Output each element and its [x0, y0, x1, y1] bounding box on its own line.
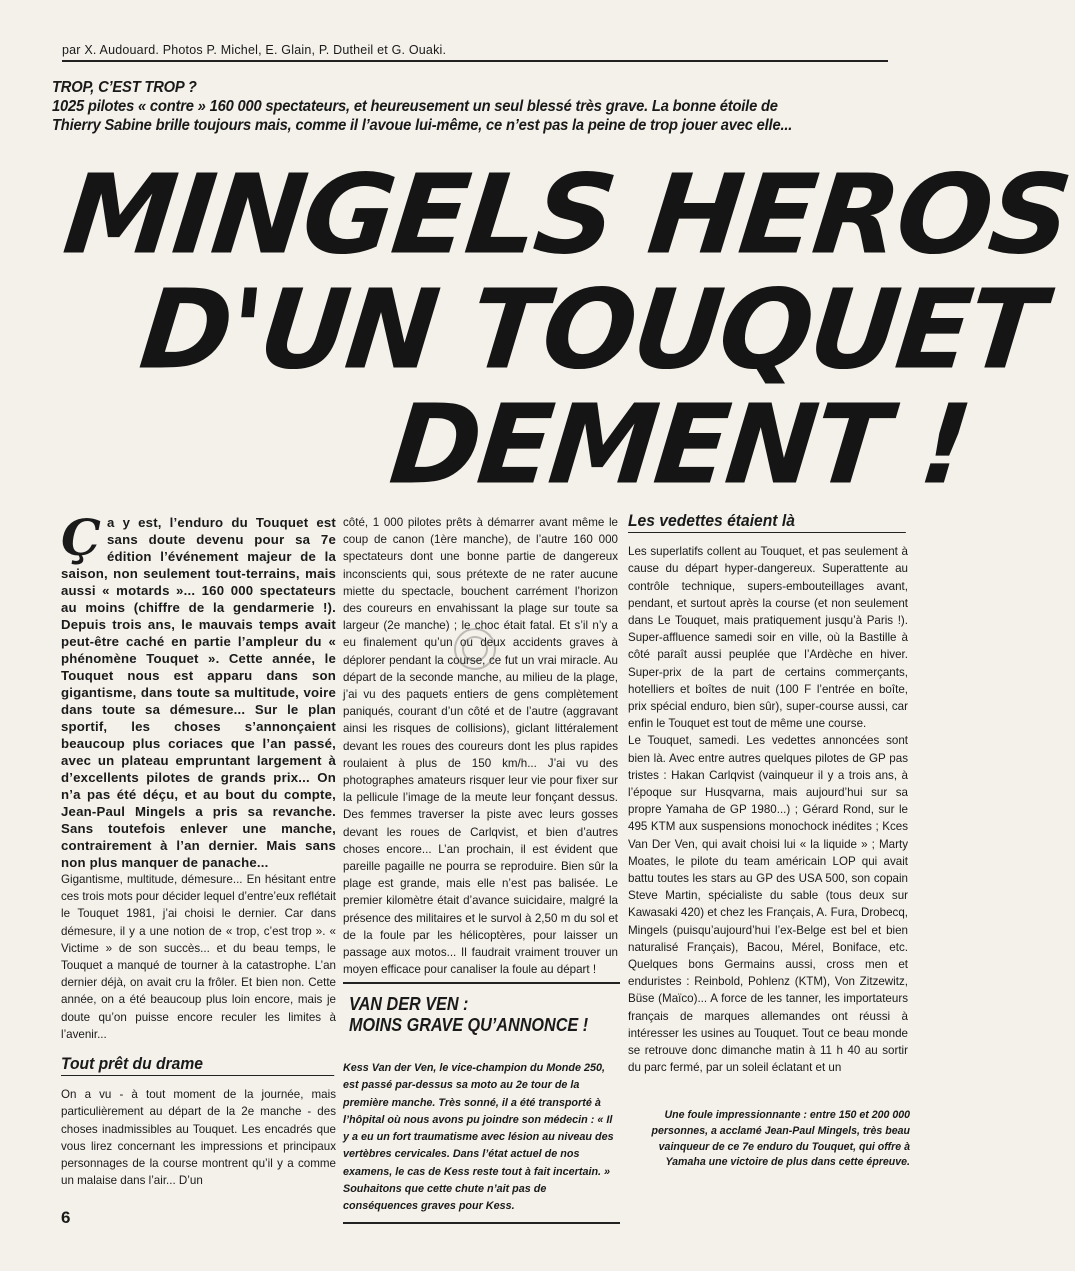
headline-line-1: MINGELS HEROS: [58, 150, 1075, 279]
photo-caption: Une foule impressionnante : entre 150 et 200 000 personnes, a acclamé Jean-Paul Mingels, très beau vainqueur de ce 7e enduro du Touquet, qui offre à Yamaha une victoire de plus dans cette épreuve.: [651, 1109, 910, 1169]
intro-block: [52, 78, 825, 135]
headline-line-2: D'UN TOUQUET: [134, 265, 1048, 394]
subhead-drame: Tout prêt du drame: [61, 1055, 334, 1076]
watermark-logo: [452, 626, 498, 672]
headline: [0, 150, 1075, 509]
drop-cap: Ç: [61, 508, 101, 567]
lead-paragraph: [61, 508, 336, 871]
body-paragraph: Gigantisme, multitude, démesure... En hésitant entre ces trois mots pour décider lequel d’entre’eux reflétait le Touquet 1981, j’ai choisi le dernier. Car dans démesure, il y a une notion de « trop, c’est trop ». « Victime » de son succès... et du beau temps, le Touquet a manqué de tourner à la catastrophe. L’an dernier déjà, on avait cru la frôler. Et bien non. Cette année, on a été beaucoup plus loin encore, mais je doute qu’on puisse encore reculer les limites à l’avenir...: [61, 873, 336, 1041]
intro-text: 1025 pilotes « contre » 160 000 spectateurs, et heureusement un seul blessé très grave. La bonne étoile de Thierry Sabine brille toujours mais, comme il l’avoue lui-même, ce n’est pas la peine de trop jouer avec elle...: [52, 98, 793, 134]
box-title-line-1: VAN DER VEN :: [349, 994, 469, 1014]
body-paragraph: Le Touquet, samedi. Les vedettes annoncées sont bien là. Avec entre autres quelques pilotes de GP pas tristes : Hakan Carlqvist (vainqueur il y a trois ans, à l’époque sur Husqvarna, mais aujourd’hui sur sa propre Yamaha de GP 1980...) ; Gérard Rond, sur le 495 KTM aux suspensions monochock inédites ; Kces Van Der Ven, qui avait choisi lui « la liquide » ; Marty Moates, le pilote du team américain LOP qui avait battu toutes les stars au GP des USA 500, son copain Steve Martin, spécialiste du sable (tous deux sur Kawasaki 420) et chez les Français, A. Fura, Drobecq, Mingels (puisqu’aujourd’hui l’ex-Belge est bel et bien naturalisé Français), Bacou, Mérel, Boniface, etc. Quelques bons Germains aussi, cross men et enduristes : Reinbold, Pohlenz (KTM), Von Zitzewitz, Büse (Maïco)... A force de les tanner, les importateurs français de marques allemandes ont réussi à intéresser les usines au Touquet. Tout ce beau monde se retrouve donc dimanche matin à 11 h 40 au sortir du parc fermé, par un soleil éclatant et un: [628, 734, 908, 1075]
column-2: [343, 514, 618, 978]
box-title: [349, 994, 623, 1036]
top-rule: [62, 60, 888, 62]
body-paragraph: On a vu - à tout moment de la journée, mais particulièrement au départ de la 2e manche - des choses inadmissibles au Touquet. Les encadrés que vous lirez concernant les impressions et principaux personnages de la course montrent qu’il y a comme un malaise dans l’air... D’un: [61, 1088, 336, 1188]
box-bottom-rule: [343, 1222, 620, 1224]
body-paragraph: côté, 1 000 pilotes prêts à démarrer avant même le coup de canon (1ère manche), de l’autre 160 000 spectateurs dont une bonne partie de dangereux inconscients qui, sous prétexte de ne rater aucune miette du spectacle, bouchent carrément l’horizon des coureurs en envahissant la plage sur toute sa largeur (2e manche) ; le choc était fatal. Et s’il n’y a eu finalement qu’un ou deux accidents graves à déplorer pendant la course, ce fut un vrai miracle. Au départ de la seconde manche, au milieu de la plage, j’ai vu des paquets entiers de gens complètement paniqués, courant d’un côté et de l’autre (aggravant ainsi les risques de collisions), giclant littéralement devant les roues des coureurs dont les plus rapides roulaient à plus de 150 km/h... J’ai vu des photographes amateurs risquer leur vie pour fixer sur la pellicule l’image de la meute leur fonçant dessus. Des femmes traverser la piste avec leurs gosses devant les roues de Carlqvist, et bien d’autres choses encore... L’an prochain, il est évident que pareille pagaille ne pourra se reproduire. Bien sûr la plage est grande, mais elle n’est pas balisée. Le premier kilomètre était d’avance suicidaire, malgré la présence des militaires et le survol à 2,50 m du sol et de la foule par les hélicoptères, pour laisser un passage aux motos... Il faudrait vraiment trouver un moyen efficace pour canaliser la foule au départ !: [343, 516, 618, 977]
body-paragraph: Les superlatifs collent au Touquet, et pas seulement à cause du départ hyper-dangereux. Superattente au contrôle technique, supers-embouteillages avant, pendant, et surtout après la course (et non seulement dans Le Touquet, mais pratiquement jusqu’à Paris !). Super-affluence samedi soir en ville, où la Bastille à côté paraît aussi peuplée que l’Ardèche en hiver. Super-prix de la part de certains commerçants, hotelliers et boîtes de nuit (100 F l’entrée en boîte, prix spécial enduro, bien sûr), super-course aussi, car enfin le Touquet est tout de même une course.: [628, 545, 908, 731]
lead-text: a y est, l’enduro du Touquet est sans doute devenu pour sa 7e édition l’événement majeur de la saison, non seulement tout-terrains, mais aussi « motards »... 160 000 spectateurs au moins (chiffre de la gendarmerie !). Depuis trois ans, le mauvais temps avait peut-être caché en partie l’ampleur du « phénomène Touquet ». Cette année, le Touquet nous est apparu dans son gigantisme, dans toute sa multitude, voire dans toute sa démesure... Sur le plan sportif, les choses s’annonçaient beaucoup plus coriaces que l’an passé, avec un plateau empruntant largement à d’excellents pilotes de grands prix... On n’a pas été déçu, et au bout du compte, Jean-Paul Mingels a pris sa revanche. Sans toutefois enlever une manche, contrairement à l’an dernier. Mais sans non plus manquer de panache...: [61, 515, 336, 870]
box-title-line-2: MOINS GRAVE QU’ANNONCE !: [349, 1015, 589, 1035]
subhead-vedettes: Les vedettes étaient là: [628, 512, 906, 533]
photo-credits: par X. Audouard. Photos P. Michel, E. Glain, P. Dutheil et G. Ouaki.: [62, 43, 447, 57]
box-text: Kess Van der Ven, le vice-champion du Monde 250, est passé par-dessus sa moto au 2e tour de la première manche. Très sonné, il a été transporté à l’hôpital où nous avons pu joindre son médecin : « Il y a eu un fort traumatisme avec lésion au niveau des vertèbres cervicales. Dans l’état actuel de nos examens, le cas de Kess reste tout à fait incertain. » Souhaitons que cette chute n’ait pas de conséquences graves pour Kess.: [343, 1062, 614, 1213]
column-1: [61, 508, 336, 1189]
page-number: 6: [61, 1208, 71, 1227]
headline-line-3: DEMENT !: [384, 380, 975, 509]
intro-kicker: TROP, C’EST TROP ?: [52, 79, 197, 96]
sidebar-box: [343, 982, 620, 1224]
column-3: [628, 512, 908, 1077]
box-top-rule: [343, 982, 620, 984]
